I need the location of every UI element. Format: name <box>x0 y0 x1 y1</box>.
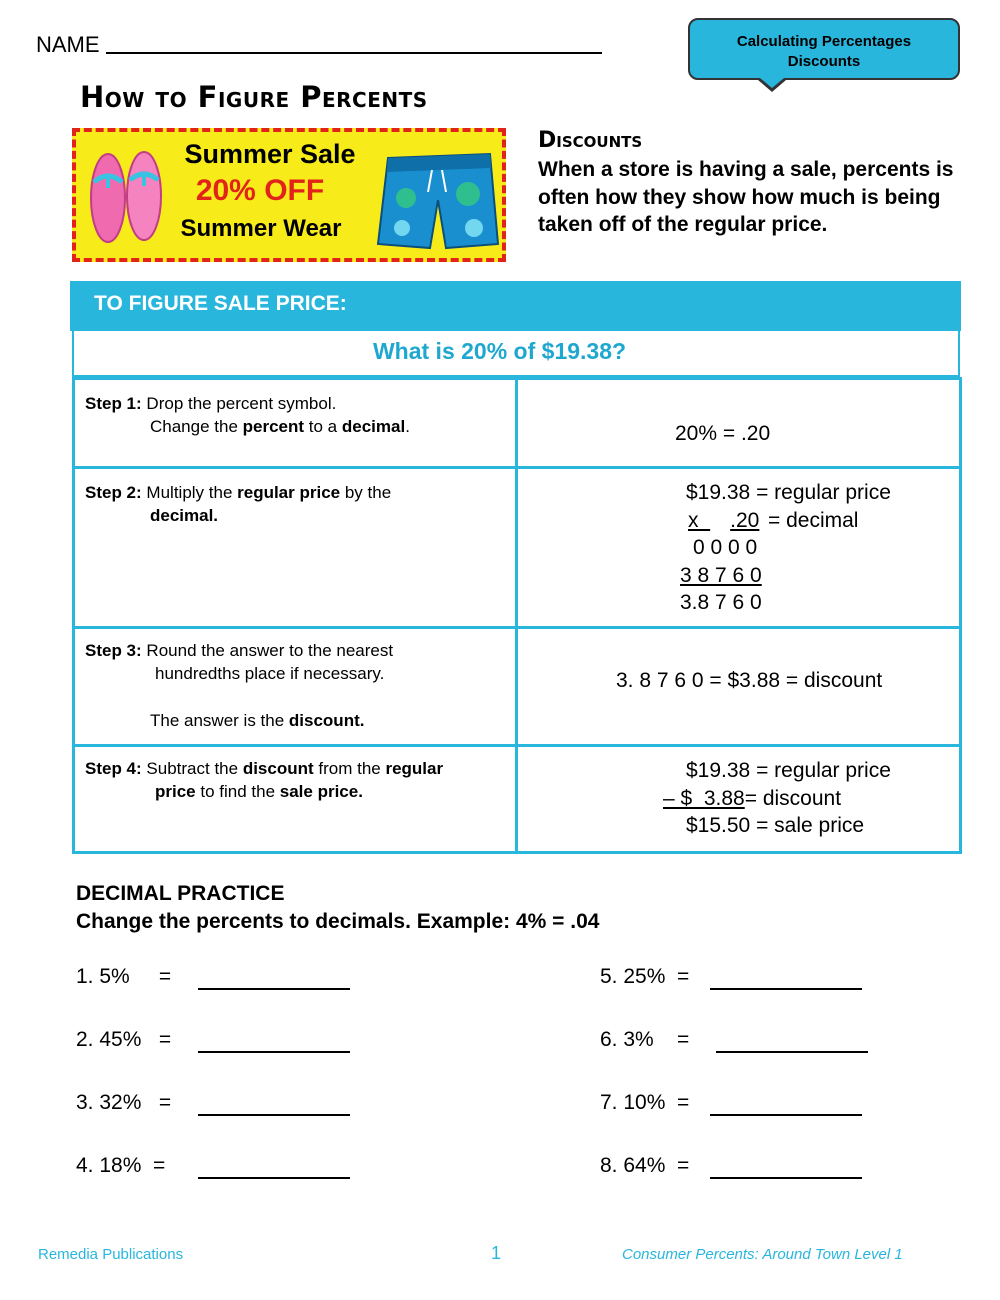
step4-subtrahend: – $ 3.88 <box>663 786 745 810</box>
discounts-heading: Discounts <box>538 128 643 153</box>
step2-label: Step 2: <box>85 483 142 502</box>
step1-instructions <box>74 379 517 468</box>
step4-work-line: $15.50 = sale price <box>686 814 865 837</box>
step2-work-line: $19.38 = regular price <box>686 481 891 504</box>
step4-text: from the <box>313 759 386 778</box>
step1-text: . <box>405 417 410 436</box>
partial-product-2: 3 8 7 6 0 <box>680 563 762 587</box>
step3-line2: hundredths place if necessary. <box>155 664 385 683</box>
step4-work-line: $19.38 = regular price <box>686 759 891 782</box>
problem-6: 6. 3% = <box>600 1028 690 1051</box>
step1-text: to a <box>304 417 342 436</box>
step3-line1: Round the answer to the nearest <box>146 641 394 660</box>
step1-text: Change the <box>150 417 243 436</box>
flip-flops-image <box>84 148 168 248</box>
multiplier: .20 <box>730 508 760 532</box>
multiply-sign: x <box>688 508 699 532</box>
step4-bold: discount <box>242 759 314 778</box>
answer-blank-2[interactable] <box>198 1051 350 1053</box>
step-row <box>74 468 961 628</box>
step4-instructions <box>74 746 517 853</box>
step2-instructions <box>74 468 517 628</box>
problem-7: 7. 10% = <box>600 1091 690 1114</box>
page-number: 1 <box>491 1243 502 1263</box>
step-row <box>74 379 961 468</box>
step4-text: to find the <box>195 782 280 801</box>
product: 3.8 7 6 0 <box>680 591 762 614</box>
step3-work <box>517 628 961 746</box>
step4-work-line: = discount <box>744 786 842 810</box>
practice-instructions: Change the percents to decimals. Example: 4% = .04 <box>76 910 600 933</box>
step4-bold: price <box>155 782 196 801</box>
problem-5: 5. 25% = <box>600 965 690 988</box>
step4-work <box>517 746 961 853</box>
problem-1: 1. 5% = <box>76 965 172 988</box>
answer-blank-5[interactable] <box>710 988 862 990</box>
step2-bold: decimal. <box>150 506 219 525</box>
badge-pointer <box>760 78 784 88</box>
badge-line1: Calculating Percentages <box>736 33 912 50</box>
topic-badge <box>688 18 960 80</box>
step2-work-line: = decimal <box>768 508 859 532</box>
problem-8: 8. 64% = <box>600 1154 690 1177</box>
step1-label: Step 1: <box>85 394 142 413</box>
step1-bold: percent <box>242 417 305 436</box>
footer-publisher: Remedia Publications <box>38 1246 184 1263</box>
sale-subtitle: Summer Wear <box>180 215 342 242</box>
answer-blank-4[interactable] <box>198 1177 350 1179</box>
name-label: NAME <box>36 32 100 57</box>
sale-discount: 20% OFF <box>195 174 325 207</box>
step4-text: Subtract the <box>146 759 243 778</box>
answer-blank-8[interactable] <box>710 1177 862 1179</box>
step1-bold: decimal <box>341 417 406 436</box>
problem-4: 4. 18% = <box>76 1154 166 1177</box>
step1-line1: Drop the percent symbol. <box>146 394 337 413</box>
step4-bold: sale price. <box>279 782 363 801</box>
step3-instructions <box>74 628 517 746</box>
footer-book-title: Consumer Percents: Around Town Level 1 <box>622 1246 903 1263</box>
step2-text: by the <box>340 483 392 502</box>
step2-work <box>517 468 961 628</box>
answer-blank-1[interactable] <box>198 988 350 990</box>
step2-bold: regular price <box>237 483 341 502</box>
sale-price-label: TO FIGURE SALE PRICE: <box>94 292 347 315</box>
badge-line2: Discounts <box>787 53 861 70</box>
name-line[interactable] <box>106 52 602 54</box>
answer-blank-3[interactable] <box>198 1114 350 1116</box>
step-row <box>74 746 961 853</box>
sale-title: Summer Sale <box>184 139 356 169</box>
problem-3: 3. 32% = <box>76 1091 172 1114</box>
step1-result: 20% = .20 <box>675 422 771 445</box>
step-row <box>74 628 961 746</box>
step3-text: The answer is the <box>150 711 289 730</box>
steps-table <box>72 377 962 854</box>
answer-blank-6[interactable] <box>716 1051 868 1053</box>
question-text: What is 20% of $19.38? <box>372 338 627 364</box>
swim-trunks-image <box>372 148 502 252</box>
step4-bold: regular <box>385 759 444 778</box>
partial-product-1: 0 0 0 0 <box>693 536 758 559</box>
step3-result: 3. 8 7 6 0 = $3.88 = discount <box>616 669 883 692</box>
step3-bold: discount. <box>288 711 365 730</box>
practice-heading: DECIMAL PRACTICE <box>76 882 285 905</box>
step4-label: Step 4: <box>85 759 142 778</box>
answer-blank-7[interactable] <box>710 1114 862 1116</box>
step1-work <box>517 379 961 468</box>
step3-label: Step 3: <box>85 641 142 660</box>
problem-2: 2. 45% = <box>76 1028 172 1051</box>
discounts-text: When a store is having a sale, percents is often how they show how much is being taken off of the regular price. <box>538 158 954 236</box>
step2-text: Multiply the <box>146 483 238 502</box>
page-title: How to Figure Percents <box>80 80 428 114</box>
